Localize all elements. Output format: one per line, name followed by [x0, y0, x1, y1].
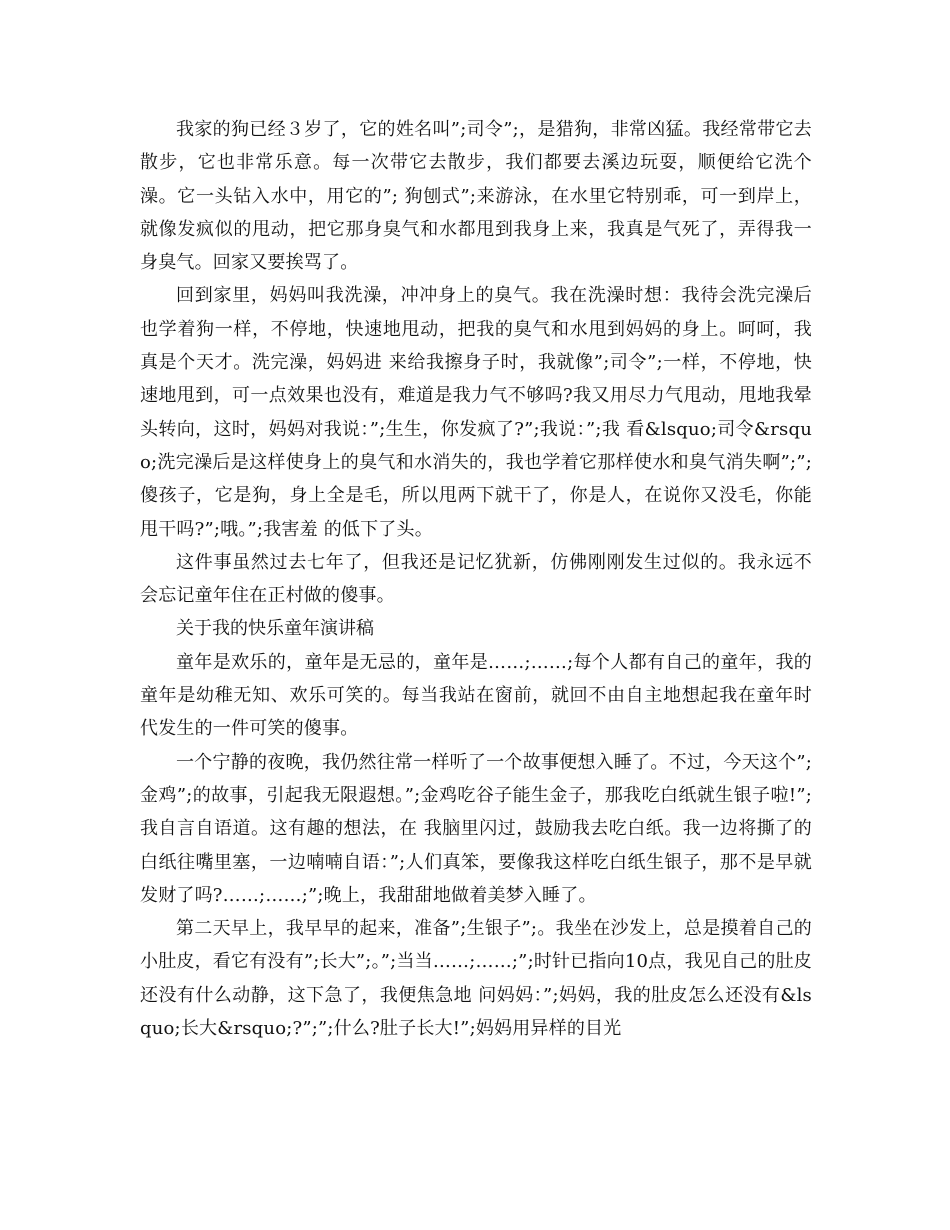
paragraph-childhood-intro: 童年是欢乐的，童年是无忌的，童年是……;……;每个人都有自己的童年，我的童年是幼稚无知、欢乐可笑的。每当我站在窗前，就回不由自主地想起我在童年时代发生的一件可笑的傻事。 — [140, 651, 812, 740]
paragraph-golden-chicken: 一个宁静的夜晚，我仍然往常一样听了一个故事便想入睡了。不过，今天这个”;金鸡”;的故事，引起我无限遐想。”;金鸡吃谷子能生金子，那我吃白纸就生银子啦!”;我自言自语道。这有趣的想法，在 我脑里闪过，鼓励我去吃白纸。我一边将撕了的白纸往嘴里塞，一边喃喃自语：”;人们真笨，要像我这样吃白纸生银子，那不是早就发财了吗?……;……;”;晚上，我甜甜地做着美梦入睡了。 — [140, 751, 812, 906]
paragraph-dog-intro: 我家的狗已经３岁了，它的姓名叫”;司令”;，是猎狗，非常凶猛。我经常带它去散步，它也非常乐意。每一次带它去散步，我们都要去溪边玩耍，顺便给它洗个澡。它一头钻入水中，用它的”; 狗刨式”;来游泳，在水里它特别乖，可一到岸上，就像发疯似的甩动，把它那身臭气和水都甩到我身上来，我真是气死了，弄得我一身臭气。回家又要挨骂了。 — [140, 119, 812, 274]
document-body — [140, 113, 812, 1045]
paragraph-next-morning: 第二天早上，我早早的起来，准备”;生银子”;。我坐在沙发上，总是摸着自己的小肚皮，看它有没有”;长大”;。”;当当……;……;”;时针已指向10点，我见自己的肚皮还没有什么动静，这下急了，我便焦急地 问妈妈：”;妈妈，我的肚皮怎么还没有&lsquo;长大&rsquo;?”;”;什么?肚子长大!”;妈妈用异样的目光 — [140, 918, 812, 1040]
paragraph-bath-story: 回到家里，妈妈叫我洗澡，冲冲身上的臭气。我在洗澡时想：我待会洗完澡后也学着狗一样，不停地，快速地甩动，把我的臭气和水甩到妈妈的身上。呵呵，我真是个天才。洗完澡，妈妈进 来给我擦身子时，我就像”;司令”;一样，不停地，快速地甩到，可一点效果也没有，难道是我力气不够吗?我又用尽力气甩动，甩地我晕头转向，这时，妈妈对我说：”;生生，你发疯了?”;我说：”;我 看&lsquo;司令&rsquo;洗完澡后是这样使身上的臭气和水消失的，我也学着它那样使水和臭气消失啊”;”;傻孩子，它是狗，身上全是毛，所以甩两下就干了，你是人，在说你又没毛，你能甩干吗?”;哦。”;我害羞 的低下了头。 — [140, 285, 812, 540]
section-heading: 关于我的快乐童年演讲稿 — [176, 618, 374, 640]
paragraph-memory: 这件事虽然过去七年了，但我还是记忆犹新，仿佛刚刚发生过似的。我永远不会忘记童年住在正村做的傻事。 — [140, 551, 812, 607]
